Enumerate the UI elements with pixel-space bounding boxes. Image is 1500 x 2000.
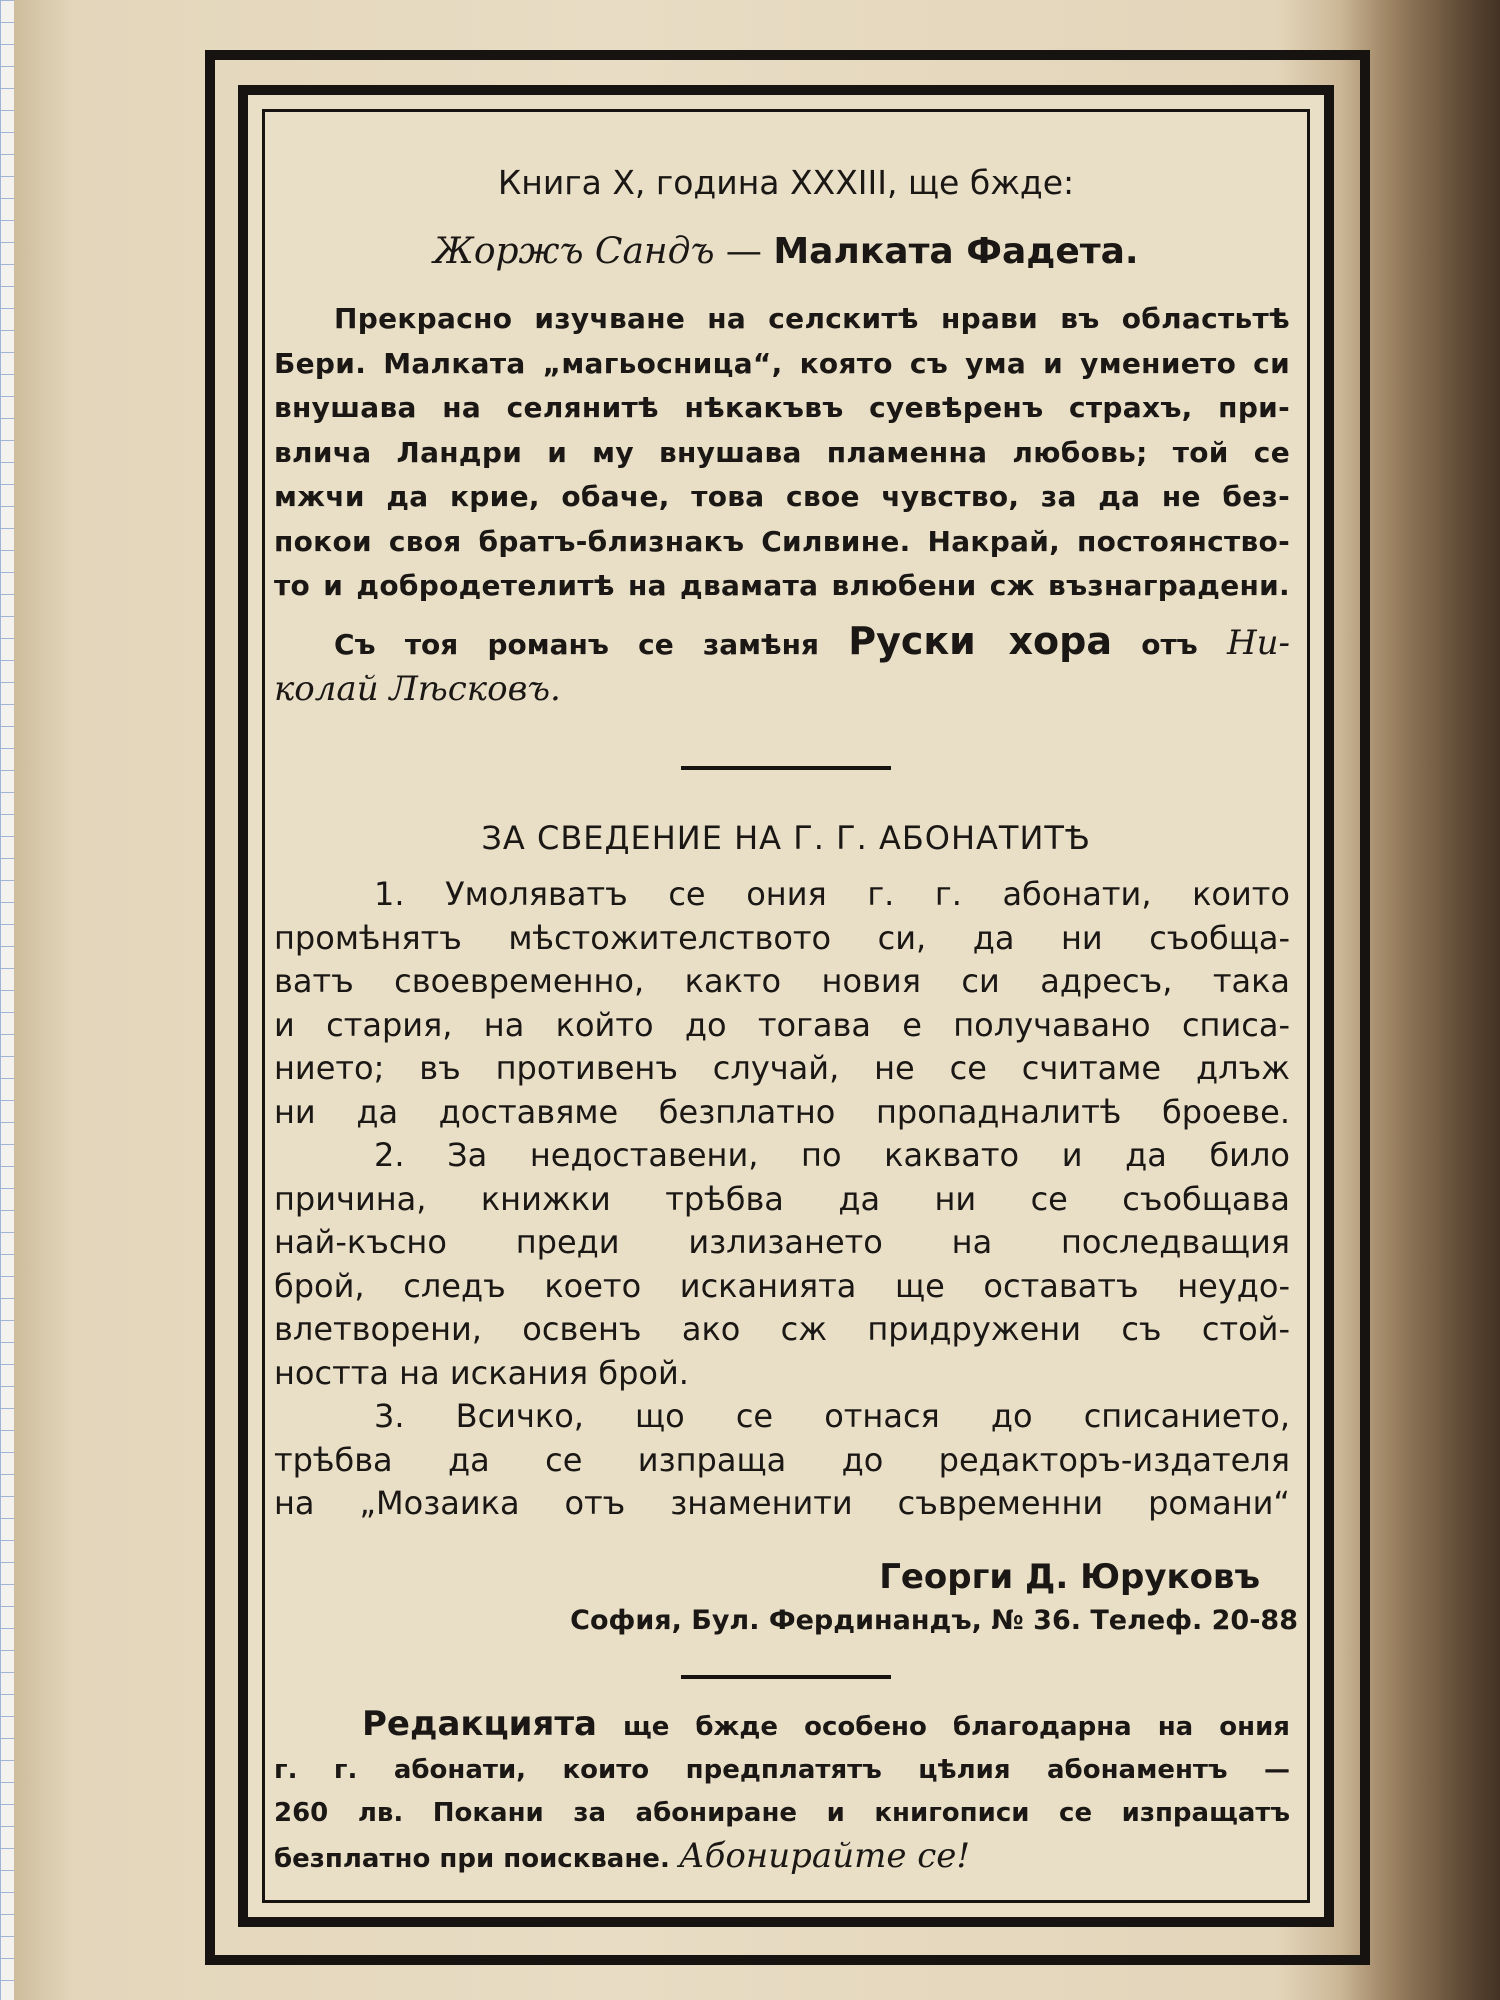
notice-line: на „Мозаика отъ знаменити съвременни романи“ <box>274 1484 1290 1522</box>
notice-line: промѣнятъ мѣстожителството си, да ни съобща- <box>274 918 1290 957</box>
description-line: покои своя братъ-близнакъ Силвине. Накрай, постоянство- <box>274 524 1290 558</box>
description-line: внушава на селянитѣ нѣкакъвъ суевѣренъ страхъ, при- <box>274 391 1290 424</box>
description-line: то и добродетелитѣ на двамата влюбени сж възнаградени. <box>274 569 1290 602</box>
section-divider <box>681 766 891 770</box>
editorial-line: 260 лв. Покани за абониране и книгописи се изпращатъ <box>274 1798 1290 1828</box>
notice-line: нието; въ противенъ случай, не се считаме длъж <box>274 1049 1290 1087</box>
notice-line: 1. Умоляватъ се ония г. г. абонати, които <box>374 875 1290 913</box>
replacement-line <box>274 619 1290 667</box>
notice-line: и стария, на който до тогава е получавано списа- <box>274 1005 1290 1044</box>
description-line: Прекрасно изучване на селскитѣ нрави въ областьтѣ <box>334 302 1290 335</box>
book-title: Малката Фадета. <box>773 231 1139 272</box>
notice-line: влетворени, освенъ ако сж придружени съ стой- <box>274 1310 1290 1348</box>
description-line: мжчи да крие, обаче, това свое чувство, за да не без- <box>274 480 1290 513</box>
description-line: влича Ландри и му внушава пламенна любовь; той се <box>274 435 1290 469</box>
replaced-author-part2: колай Лѣсковъ. <box>274 669 561 709</box>
publisher-name: Георги Д. Юруковъ <box>879 1557 1260 1597</box>
next-book-heading: Книга X, година XXXIII, ще бжде: <box>497 163 1075 202</box>
editorial-line <box>274 1835 1290 1881</box>
editorial-lead: Редакцията <box>362 1704 597 1744</box>
notice-heading: ЗА СВЕДЕНИЕ НА Г. Г. АБОНАТИТѢ <box>481 819 1091 857</box>
notice-line: най-късно преди излизането на последващия <box>274 1223 1290 1261</box>
title-dash: — <box>725 231 762 272</box>
book-description <box>274 297 1290 609</box>
replacement-note <box>274 619 1290 711</box>
notice-line: 2. За недоставени, по каквато и да било <box>374 1136 1290 1174</box>
book-author: Жоржъ Сандъ <box>433 231 715 272</box>
replacement-prefix: Съ тоя романъ се замѣня <box>334 628 819 661</box>
notice-line: причина, книжки трѣбва да ни се съобщава <box>274 1179 1290 1218</box>
replaced-author-part1: Ни- <box>1226 623 1290 663</box>
publisher-address: София, Бул. Фердинандъ, № 36. Телеф. 20-88 <box>570 1605 1298 1636</box>
subscribe-call: Абонирайте се! <box>678 1836 971 1876</box>
editorial-line <box>274 1703 1290 1749</box>
description-line: Бери. Малката „магьосница“, която съ ума и умението си <box>274 346 1290 380</box>
replaced-book-title: Руски хора <box>848 619 1112 663</box>
editorial-line4-prefix: безплатно при поискване. <box>274 1844 670 1874</box>
notice-line: ността на искания брой. <box>274 1353 689 1392</box>
notice-body <box>274 873 1290 1526</box>
section-divider <box>681 1675 891 1679</box>
book-title-line <box>248 231 1324 272</box>
notice-line: 3. Всичко, що се отнася до списанието, <box>374 1397 1290 1435</box>
notice-line: ни да доставяме безплатно пропадналитѣ броеве. <box>274 1092 1290 1131</box>
editorial-line: г. г. абонати, които предплатятъ цѣлия абонаментъ — <box>274 1755 1290 1785</box>
replacement-from: отъ <box>1141 628 1198 661</box>
notice-line: брой, следъ което исканията ще оставатъ неудо- <box>274 1266 1290 1305</box>
notice-line: ватъ своевременно, както новия си адресъ, така <box>274 962 1290 1000</box>
notice-line: трѣбва да се изпраща до редакторъ-издателя <box>274 1440 1290 1479</box>
editorial-note <box>274 1703 1290 1881</box>
editorial-line1-rest: ще бжде особено благодарна на ония <box>623 1712 1290 1742</box>
notice-frame <box>238 85 1334 1927</box>
